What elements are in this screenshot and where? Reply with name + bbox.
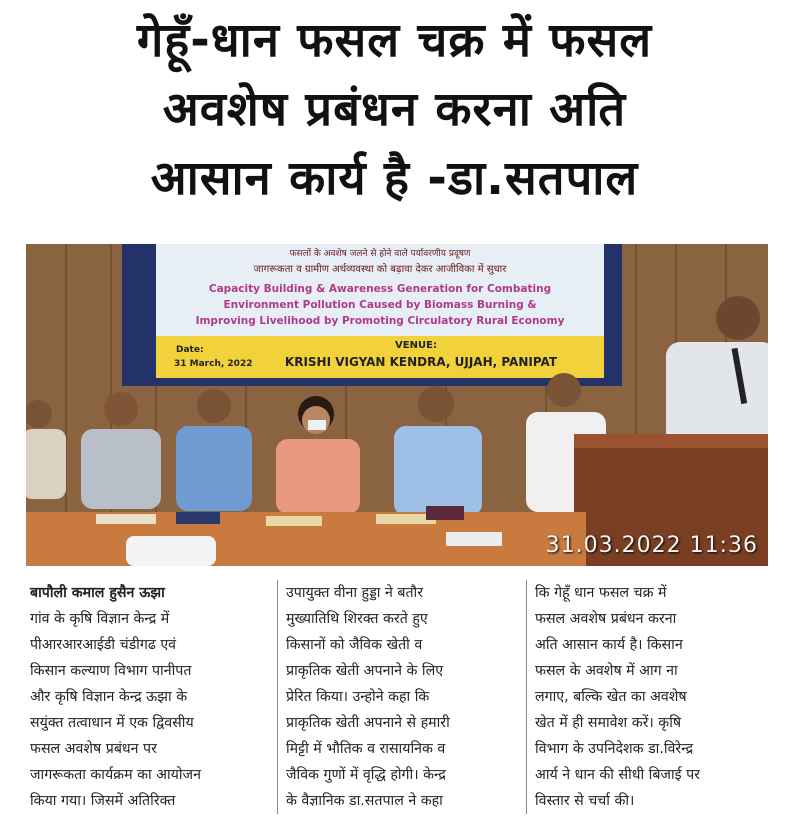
article-line: और कृषि विज्ञान केन्द्र ऊझा के: [30, 689, 188, 705]
photo-scene: [26, 244, 768, 566]
article-column-3: [526, 580, 775, 814]
banner-venue-label: VENUE:: [395, 340, 437, 351]
article-line: फसल अवशेष प्रबंधन करना: [535, 611, 677, 627]
banner-en-2: Environment Pollution Caused by Biomass Burning &: [223, 299, 537, 311]
headline-line-1: गेहूँ-धान फसल चक्र में फसल: [136, 13, 653, 68]
article-column-2: [277, 580, 518, 814]
banner-hindi-2: जागरूकता व ग्रामीण अर्थव्यवस्था को बढ़ावा देकर आजीविका में सुधार: [253, 264, 507, 275]
article-line: पीआरआरआईडी चंडीगढ एवं: [30, 637, 177, 653]
article-line: आर्य ने धान की सीधी बिजाई पर: [535, 767, 700, 783]
headline: [0, 6, 789, 213]
article-line: फसल अवशेष प्रबंधन पर: [30, 741, 157, 757]
headline-line-2: अवशेष प्रबंधन करना अति: [162, 82, 627, 137]
article-line: सयुंक्त तत्वाधान में एक द्विवसीय: [30, 715, 194, 731]
article-line: अति आसान कार्य है। किसान: [535, 637, 683, 653]
article-line: प्राकृतिक खेती अपनाने के लिए: [286, 663, 444, 679]
article-line: फसल के अवशेष में आग ना: [535, 663, 678, 679]
article-line: जागरूकता कार्यक्रम का आयोजन: [30, 767, 201, 783]
article-line: किसान कल्याण विभाग पानीपत: [30, 663, 192, 679]
article-line: लगाए, बल्कि खेत का अवशेष: [535, 689, 687, 705]
article-line: प्राकृतिक खेती अपनाने से हमारी: [286, 715, 450, 731]
photo-timestamp: 31.03.2022 11:36: [545, 533, 758, 558]
article-line: किसानों को जैविक खेती व: [286, 637, 423, 653]
article-line: किया गया। जिसमें अतिरिक्त: [30, 793, 176, 809]
article-line: खेत में ही समावेश करें। कृषि: [535, 715, 682, 731]
news-photo: [26, 244, 768, 566]
banner: [156, 244, 604, 348]
banner-hindi-1: फसलों के अवशेष जलने से होने वाले पर्यावरणीय प्रदूषण: [289, 249, 471, 259]
article-line: मिट्टी में भौतिक व रासायनिक व: [286, 741, 446, 757]
article-line: गांव के कृषि विज्ञान केन्द्र में: [30, 611, 170, 627]
article-line: विभाग के उपनिदेशक डा.विरेन्द्र: [535, 741, 694, 757]
article-line: प्रेरित किया। उन्होने कहा कि: [286, 689, 430, 705]
headline-line-3: आसान कार्य है -डा.सतपाल: [150, 151, 639, 206]
article-line: उपायुक्त वीना हुड्डा ने बतौर: [286, 585, 424, 601]
article-line: के वैज्ञानिक डा.सतपाल ने कहा: [286, 793, 443, 809]
banner-en-1: Capacity Building & Awareness Generation for Combating: [208, 283, 552, 295]
banner-date: 31 March, 2022: [174, 359, 253, 369]
article-line: मुख्यातिथि शिरक्त करते हुए: [286, 611, 428, 627]
banner-venue: KRISHI VIGYAN KENDRA, UJJAH, PANIPAT: [284, 355, 558, 369]
banner-date-label: Date:: [176, 345, 204, 355]
article-line: विस्तार से चर्चा की।: [535, 793, 635, 809]
byline: बापौली कमाल हुसैन ऊझा: [30, 585, 165, 601]
article-line: जैविक गुणों में वृद्धि होगी। केन्द्र: [286, 767, 446, 783]
article-line: कि गेहूँ धान फसल चक्र में: [535, 585, 667, 601]
banner-en-3: Improving Livelihood by Promoting Circulatory Rural Economy: [195, 315, 565, 327]
article-column-1: [30, 580, 262, 814]
